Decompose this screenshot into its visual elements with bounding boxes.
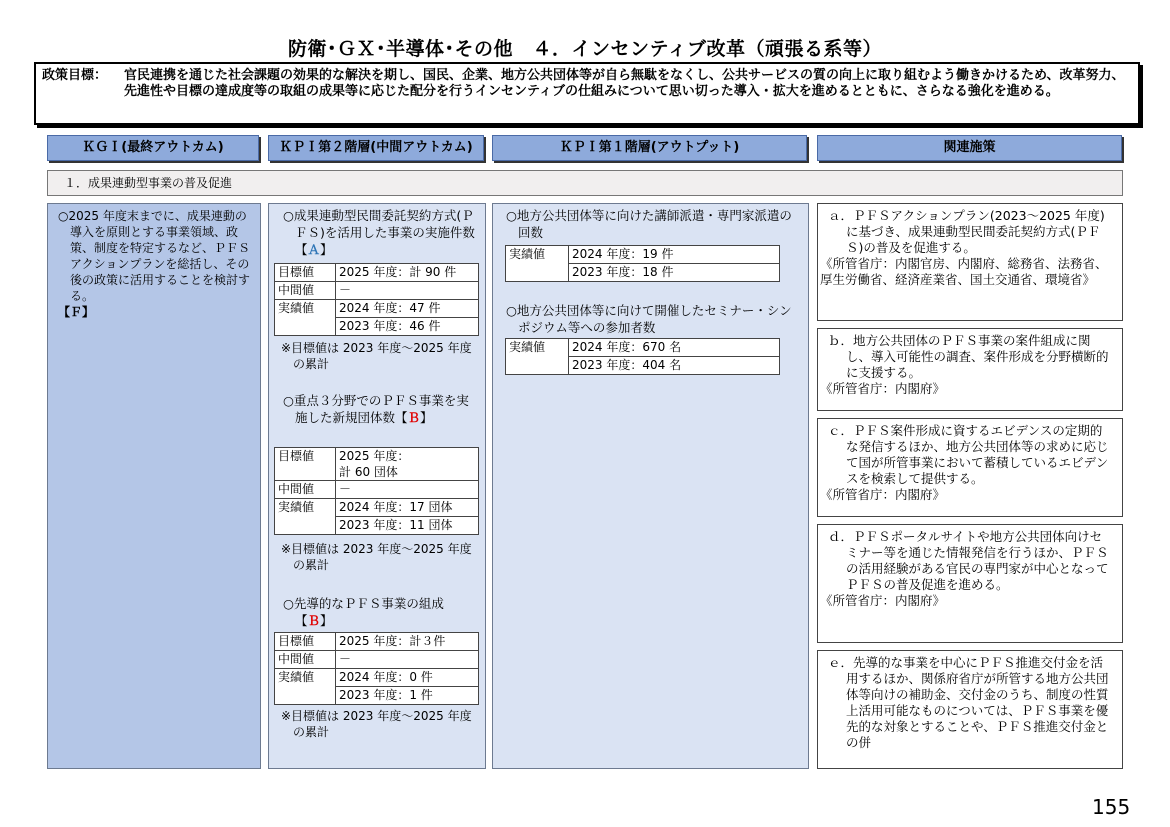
section-heading: １．成果連動型事業の普及促進 <box>47 170 1123 196</box>
table-row <box>275 282 479 300</box>
page-title: 防衛･ＧＸ･半導体･その他 ４．インセンティブ改革（頑張る系等） <box>288 38 882 60</box>
kpi2-heading-text: ○成果連動型民間委託契約方式(ＰＦＳ)を活用した事業の実施件数 <box>283 208 475 240</box>
kpi1-values-table <box>505 245 780 282</box>
mid-label: 中間値 <box>275 651 336 669</box>
policy-goal-box <box>34 62 1140 125</box>
actual-value: 2024 年度：0 件 <box>336 669 479 687</box>
tag-bracket: 【 <box>395 410 408 425</box>
column-header-kpi2: ＫＰＩ第２階層(中間アウトカム) <box>268 135 484 161</box>
kpi2-item-heading <box>283 595 479 629</box>
table-row <box>275 481 479 499</box>
column-header-measures: 関連施策 <box>817 135 1122 161</box>
kpi1-panel <box>492 203 809 769</box>
page-number: 155 <box>1092 795 1131 819</box>
measure-item <box>817 203 1123 321</box>
table-row <box>275 651 479 669</box>
kgi-item <box>58 208 254 320</box>
kpi1-values-table <box>505 338 780 375</box>
mid-value: － <box>336 651 479 669</box>
actual-value: 2024 年度：47 件 <box>336 300 479 318</box>
kpi2-note: ※目標値は 2023 年度～2025 年度の累計 <box>281 709 472 739</box>
measure-ministry: 《所管省庁：内閣府》 <box>820 593 946 608</box>
measure-text: ａ．ＰＦＳアクションプラン(2023～2025 年度)に基づき、成果連動型民間委託契約方式(ＰＦＳ)の普及を促進する。 <box>828 208 1105 255</box>
target-label: 目標値 <box>275 633 336 651</box>
measure-text: ｄ．ＰＦＳポータルサイトや地方公共団体向けセミナー等を通じた情報発信を行うほか、ＰＦＳの活用経験がある官民の専門家が中心となってＰＦＳの普及促進を進める。 <box>828 529 1109 592</box>
kgi-text: ○2025 年度末までに、成果連動の導入を原則とする事業領域、政策、制度を特定するなど、ＰＦＳアクションプランを総括し、その後の政策に活用することを検討する。 <box>58 209 251 303</box>
target-label: 目標値 <box>275 448 336 481</box>
measure-ministry: 《所管省庁：内閣府》 <box>820 487 946 502</box>
actual-value: 2024 年度：17 団体 <box>336 499 479 517</box>
kpi2-heading-text: ○先導的なＰＦＳ事業の組成 <box>283 596 444 611</box>
actual-value: 2024 年度：19 件 <box>569 246 780 264</box>
actual-label: 実績値 <box>275 669 336 705</box>
table-row <box>275 448 479 481</box>
table-row <box>275 633 479 651</box>
actual-value: 2023 年度：404 名 <box>569 357 780 375</box>
kpi2-values-table <box>274 632 479 705</box>
tag-bracket: 【 <box>295 613 308 628</box>
mid-label: 中間値 <box>275 481 336 499</box>
measure-item <box>817 650 1123 769</box>
kpi2-values-table <box>274 263 479 336</box>
table-row <box>275 300 479 318</box>
kpi1-item-heading: ○地方公共団体等に向けた講師派遣・専門家派遣の回数 <box>506 208 792 240</box>
table-row <box>275 499 479 517</box>
target-label: 目標値 <box>275 264 336 282</box>
mid-value: － <box>336 481 479 499</box>
table-row <box>506 246 780 264</box>
target-value: 2025 年度：計 90 件 <box>336 264 479 282</box>
measure-ministry: 《所管省庁：内閣官房、内閣府、総務省、法務省、厚生労働省、経済産業省、国土交通省、環境省》 <box>820 256 1108 287</box>
measure-item <box>817 524 1123 643</box>
kpi2-tag: Ｂ <box>407 410 421 425</box>
actual-label: 実績値 <box>275 300 336 336</box>
kpi2-values-table <box>274 447 479 535</box>
kpi2-note: ※目標値は 2023 年度～2025 年度の累計 <box>281 542 472 572</box>
table-row <box>275 669 479 687</box>
kpi1-item-heading: ○地方公共団体等に向けて開催したセミナー・シンポジウム等への参加者数 <box>506 303 792 335</box>
target-value-line: 2025 年度： <box>339 449 410 463</box>
kpi2-heading-text: ○重点３分野でのＰＦＳ事業を実施した新規団体数 <box>283 393 469 425</box>
measure-item <box>817 418 1123 517</box>
table-row <box>506 339 780 357</box>
kpi2-tag: Ｂ <box>307 613 321 628</box>
column-header-kpi1: ＫＰＩ第１階層(アウトプット) <box>492 135 807 161</box>
measure-text: ｃ．ＰＦＳ案件形成に資するエビデンスの定期的な発信するほか、地方公共団体等の求めに応じて国が所管事業において蓄積しているエビデンスを検索して提供する。 <box>828 423 1109 486</box>
target-value-line: 計 60 団体 <box>339 465 398 479</box>
actual-label: 実績値 <box>506 339 569 375</box>
kpi2-tag: Ａ <box>307 242 321 257</box>
kpi2-item-heading <box>283 207 479 258</box>
actual-label: 実績値 <box>275 499 336 535</box>
table-row <box>275 264 479 282</box>
policy-goal-label: 政策目標： <box>42 68 108 83</box>
policy-goal-text: 官民連携を通じた社会課題の効果的な解決を期し、国民、企業、地方公共団体等が自ら無駄をなくし、公共サービスの質の向上に取り組むよう働きかけるため、改革努力、先進性や目標の達成度等の取組の成果等に応じた配分を行うインセンティブの仕組みについて思い切った導入・拡大を進めるとともに、さらなる強化を進める。 <box>124 68 1125 99</box>
actual-label: 実績値 <box>506 246 569 282</box>
tag-bracket: 【 <box>295 242 308 257</box>
kgi-tag: 【Ｆ】 <box>58 305 95 319</box>
kpi2-item-heading <box>283 392 479 426</box>
mid-label: 中間値 <box>275 282 336 300</box>
target-value: 2025 年度：計３件 <box>336 633 479 651</box>
actual-value: 2023 年度：1 件 <box>336 687 479 705</box>
actual-value: 2023 年度：18 件 <box>569 264 780 282</box>
column-header-kgi: ＫＧＩ(最終アウトカム) <box>47 135 259 161</box>
target-value <box>336 448 479 481</box>
mid-value: － <box>336 282 479 300</box>
kpi2-note: ※目標値は 2023 年度～2025 年度の累計 <box>281 341 472 371</box>
tag-bracket: 】 <box>320 613 333 628</box>
actual-value: 2023 年度：46 件 <box>336 318 479 336</box>
measure-text: ｅ．先導的な事業を中心にＰＦＳ推進交付金を活用するほか、関係府省庁が所管する地方公共団体等向けの補助金、交付金のうち、制度の性質上活用可能なものについては、ＰＦＳ事業を優先的な対象とすることや、ＰＦＳ推進交付金との併 <box>828 655 1109 750</box>
tag-bracket: 】 <box>320 242 333 257</box>
measure-ministry: 《所管省庁：内閣府》 <box>820 381 946 396</box>
actual-value: 2024 年度：670 名 <box>569 339 780 357</box>
measure-item <box>817 328 1123 411</box>
tag-bracket: 】 <box>420 410 433 425</box>
actual-value: 2023 年度：11 団体 <box>336 517 479 535</box>
measure-text: ｂ．地方公共団体のＰＦＳ事業の案件組成に関し、導入可能性の調査、案件形成を分野横断的に支援する。 <box>828 333 1109 380</box>
